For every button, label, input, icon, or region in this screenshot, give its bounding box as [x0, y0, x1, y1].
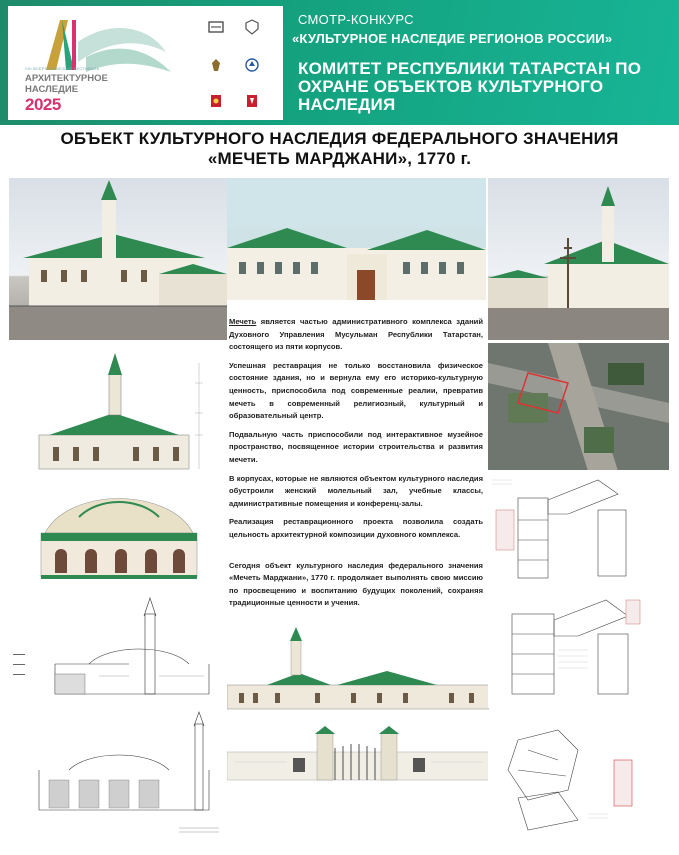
- drawing-facade-elevation: [9, 343, 227, 471]
- paragraph-intro: [229, 316, 483, 354]
- eagle-emblem-icon: [208, 57, 224, 73]
- photo-aerial-view: [488, 343, 669, 471]
- eagle-emblem-icon-2: [244, 57, 260, 73]
- photo-mosque-right: [488, 178, 669, 340]
- emblem-icon-1: [208, 19, 224, 35]
- paragraph-restoration: Успешная реставрация не только восстановила физическое состояние здания, но и вернула ему его историко-культурную ценность, приспособила под современные реалии, превратив мечеть в современный религиозный, культурный и образовательный центр.: [229, 360, 483, 421]
- paragraph-intro-rest: является частью административного комплекса зданий Духовного Управления Мусульман Республики Татарстан, состоящего из пяти корпусов.: [229, 317, 483, 352]
- paragraph-composition: Реализация реставрационного проекта позволила создать цельность архитектурной композиции духовного комплекса.: [229, 517, 483, 539]
- logo-text: [25, 73, 108, 95]
- drawing-floor-plan-1: [488, 470, 669, 588]
- title-line2: «МЕЧЕТЬ МАРДЖАНИ», 1770 г.: [207, 149, 472, 168]
- drawing-section-2: [9, 710, 227, 838]
- drawing-section-1: [9, 594, 227, 706]
- drawing-gate-elevation: [227, 722, 489, 788]
- emblem-icon-2: [244, 19, 260, 35]
- festival-caption: XIII ВСЕРОССИЙСКИЙ ФЕСТИВАЛЬ: [25, 66, 100, 71]
- drawing-floor-plan-2: [488, 590, 669, 708]
- drawing-complex-elevation: [227, 625, 489, 717]
- moscow-emblem-icon-2: [244, 93, 260, 109]
- title-line1: ОБЪЕКТ КУЛЬТУРНОГО НАСЛЕДИЯ ФЕДЕРАЛЬНОГО ЗНАЧЕНИЯ: [60, 129, 619, 148]
- paragraph-museum: Подвальную часть приспособили под интерактивное музейное пространство, посвященное истории строительства и развития мечети.: [229, 429, 483, 464]
- emblem-group: [204, 15, 274, 115]
- drawing-floor-plan-3: [488, 720, 669, 838]
- contest-label: СМОТР-КОНКУРС: [298, 12, 414, 27]
- photo-mosque-left: [9, 178, 227, 340]
- moscow-emblem-icon: [208, 93, 224, 109]
- committee-name: КОМИТЕТ РЕСПУБЛИКИ ТАТАРСТАН ПО ОХРАНЕ ОБЪЕКТОВ КУЛЬТУРНОГО НАСЛЕДИЯ: [298, 59, 642, 114]
- contest-name: «КУЛЬТУРНОЕ НАСЛЕДИЕ РЕГИОНОВ РОССИИ»: [292, 31, 613, 46]
- paragraph-buildings: В корпусах, которые не являются объектом культурного наследия обустроили женский молельный зал, учебные классы, административные помещения и конференц-залы.: [229, 473, 483, 508]
- paragraph-intro-lead: Мечеть: [229, 317, 257, 326]
- paragraph-today: Сегодня объект культурного наследия федерального значения «Мечеть Марджани», 1770 г. продолжает выполнять свою миссию по просвещению и воспитанию будущих поколений, сохраняя традиционные ценности и учения.: [229, 560, 483, 608]
- logo-year: 2025: [25, 95, 61, 114]
- drawing-dome-ornament: [9, 477, 227, 587]
- logo-line1: АРХИТЕКТУРНОЕ: [25, 73, 108, 84]
- description-text: [229, 316, 483, 616]
- logo-line2: НАСЛЕДИЕ: [25, 84, 79, 95]
- photo-courtyard: [227, 178, 486, 300]
- page-title: [0, 129, 679, 169]
